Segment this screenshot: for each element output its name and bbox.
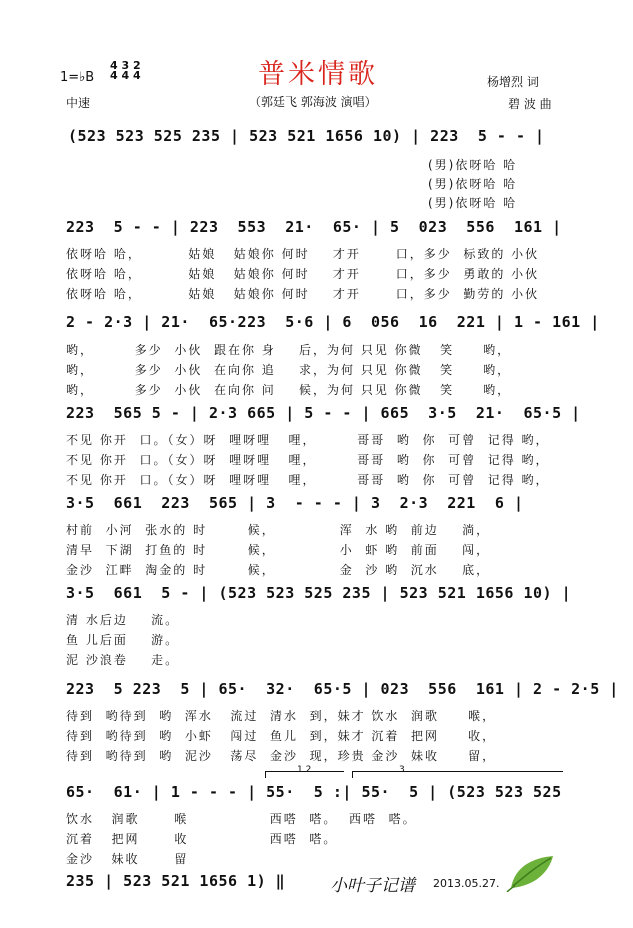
performers: （郭廷飞 郭海波 演唱） bbox=[249, 95, 377, 109]
lyric-row-3-v3: 哟， 多少 小伙 在向你 问 候，为何 只见 你微 笑 哟， bbox=[66, 383, 512, 397]
notes-row-2: 223 5 - - | 223 553 21· 65· | 5 023 556 161 | bbox=[66, 218, 562, 236]
ending-number-1-2: 1 2 bbox=[297, 765, 312, 775]
notes-row-3: 2 - 2·3 | 21· 65·223 5·6 | 6 056 16 221 | 1 - 161 | bbox=[66, 313, 600, 331]
lyric-row-2-v1: 依呀哈 哈， 姑娘 姑娘你 何时 才开 口，多少 标致的 小伙 bbox=[66, 247, 540, 261]
ending-number-3: 3 bbox=[399, 765, 405, 775]
lyric-row-4-v3: 不见 你开 口。（女）呀 哩呀哩 哩， 哥哥 哟 你 可曾 记得 哟， bbox=[66, 473, 550, 487]
lyric-row-2-v3: 依呀哈 哈， 姑娘 姑娘你 何时 才开 口，多少 勤劳的 小伙 bbox=[66, 287, 540, 301]
lyric-row-4-v2: 不见 你开 口。（女）呀 哩呀哩 哩， 哥哥 哟 你 可曾 记得 哟， bbox=[66, 453, 550, 467]
notes-row-5: 3·5 661 223 565 | 3 - - - | 3 2·3 221 6 | bbox=[66, 494, 524, 512]
lyric-row-5-v3: 金沙 江畔 淘金的 时 候， 金 沙 哟 沉水 底， bbox=[66, 563, 491, 577]
notes-row-7: 223 5 223 5 | 65· 32· 65·5 | 023 556 161 | 2 - 2·5 | bbox=[66, 680, 619, 698]
lyric-row-3-v1: 哟， 多少 小伙 跟在你 身 后，为何 只见 你微 笑 哟， bbox=[66, 343, 512, 357]
lyricist: 杨增烈 词 bbox=[487, 75, 539, 89]
lyric-row-8-v2: 沉着 把网 收 西嗒 嗒。 bbox=[66, 832, 338, 846]
notes-row-4: 223 565 5 - | 2·3 665 | 5 - - | 665 3·5 21· 65·5 | bbox=[66, 404, 581, 422]
lyric-row-8-v3: 金沙 妹收 留 bbox=[66, 852, 189, 866]
key-signature: 1=♭B bbox=[60, 70, 95, 85]
lyric-row-1-v1: (男)依呀哈 哈 bbox=[428, 158, 518, 172]
lyric-row-1-v3: (男)依呀哈 哈 bbox=[428, 196, 518, 210]
lyric-row-5-v2: 清早 下湖 打鱼的 时 候， 小 虾 哟 前面 闯， bbox=[66, 543, 491, 557]
third-ending-bracket bbox=[352, 771, 563, 778]
lyric-row-7-v3: 待到 哟待到 哟 泥沙 荡尽 金沙 现，珍贵 金沙 妹收 留， bbox=[66, 749, 497, 763]
leaf-icon bbox=[505, 852, 557, 892]
song-title: 普米情歌 bbox=[258, 59, 378, 90]
lyric-row-7-v1: 待到 哟待到 哟 浑水 流过 清水 到，妹才 饮水 润歌 喉， bbox=[66, 709, 497, 723]
lyric-row-6-v3: 泥 沙浪卷 走。 bbox=[66, 653, 180, 667]
lyric-row-6-v1: 清 水后边 流。 bbox=[66, 613, 180, 627]
composer: 碧 波 曲 bbox=[508, 97, 552, 111]
transcription-date: 2013.05.27. bbox=[433, 877, 500, 890]
transcriber-signature: 小叶子记谱 bbox=[330, 876, 415, 896]
lyric-row-7-v2: 待到 哟待到 哟 小虾 闯过 鱼儿 到，妹才 沉着 把网 收， bbox=[66, 729, 497, 743]
lyric-row-1-v2: (男)依呀哈 哈 bbox=[428, 177, 518, 191]
time-signature: 4 3 2 4 4 4 bbox=[110, 59, 141, 82]
notes-row-8: 65· 61· | 1 - - - | 55· 5 :| 55· 5 | (523 523 525 bbox=[66, 783, 562, 801]
lyric-row-2-v2: 依呀哈 哈， 姑娘 姑娘你 何时 才开 口，多少 勇敢的 小伙 bbox=[66, 267, 540, 281]
notes-row-9: 235 | 523 521 1656 1) ‖ bbox=[66, 872, 286, 890]
lyric-row-8-v1: 饮水 润歌 喉 西嗒 嗒。 西嗒 嗒。 bbox=[66, 812, 417, 826]
lyric-row-3-v2: 哟， 多少 小伙 在向你 追 求，为何 只见 你微 笑 哟， bbox=[66, 363, 512, 377]
tempo-marking: 中速 bbox=[66, 96, 91, 110]
lyric-row-4-v1: 不见 你开 口。（女）呀 哩呀哩 哩， 哥哥 哟 你 可曾 记得 哟， bbox=[66, 433, 550, 447]
lyric-row-5-v1: 村前 小河 张水的 时 候， 浑 水 哟 前边 淌， bbox=[66, 523, 491, 537]
notes-row-1: (523 523 525 235 | 523 521 1656 10) | 223 5 - - | bbox=[68, 127, 545, 145]
lyric-row-6-v2: 鱼 儿后面 游。 bbox=[66, 633, 180, 647]
notes-row-6: 3·5 661 5 - | (523 523 525 235 | 523 521 1656 10) | bbox=[66, 584, 572, 602]
